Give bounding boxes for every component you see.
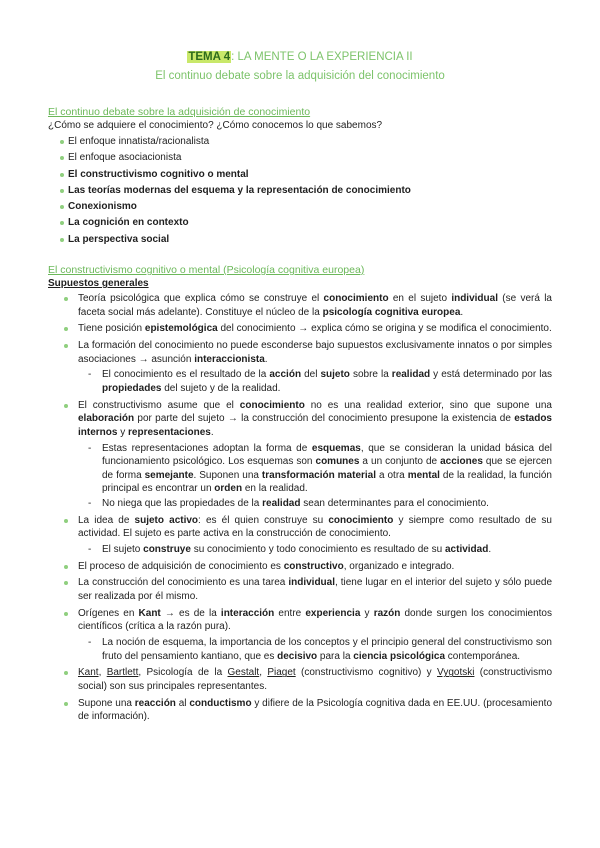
list-item: La perspectiva social [48, 232, 552, 248]
list-item: El constructivismo cognitivo o mental [48, 167, 552, 183]
page-subtitle: El continuo debate sobre la adquisición del conocimiento [155, 70, 445, 82]
list-item: El constructivismo asume que el conocimiento no es una realidad exterior, sino que supone una elaboración por parte del sujeto → la construcción del conocimiento presupone la existencia de estados internos y representaciones. - Estas representaciones adoptan la forma de esquemas, que se consideran la unidad básica del funcionamiento psicológico. Los esquemas son comunes a un conjunto de acciones que se ejercen de forma semejante. Suponen una transformación material a otra mental de la realidad, la función principal es encontrar un orden en la realidad. - No niega que las propiedades de la realidad sean determinantes para el conocimiento. [48, 399, 552, 511]
bullet-dot [64, 344, 68, 348]
list-item: El proceso de adquisición de conocimiento es constructivo, organizado e integrado. [48, 560, 552, 574]
intro-question: ¿Cómo se adquiere el conocimiento? ¿Cómo conocemos lo que sabemos? [48, 120, 383, 131]
list-item: Teoría psicológica que explica cómo se construye el conocimiento en el sujeto individual (se verá la faceta social más adelante). Constituye el núcleo de la psicología cognitiva europea. [48, 292, 552, 319]
bullet-dot [64, 565, 68, 569]
bullet-dot [64, 702, 68, 706]
list-item: La formación del conocimiento no puede esconderse bajo supuestos exclusivamente innatos o por simples asociaciones → asunción interaccionista. - El conocimiento es el resultado de la acción del sujeto sobre la realidad y está determinado por las propiedades del sujeto y de la realidad. [48, 339, 552, 395]
sub-list-item: - Estas representaciones adoptan la forma de esquemas, que se consideran la unidad básica del funcionamiento psicológico. Los esquemas son comunes a un conjunto de acciones que se ejercen de forma semejante. Suponen una transformación material a otra mental de la realidad, la función principal es encontrar un orden en la realidad. [88, 442, 552, 495]
bullet-dot [64, 581, 68, 585]
title-rest: : LA MENTE O LA EXPERIENCIA II [231, 51, 413, 63]
sub-list-item: - El conocimiento es el resultado de la acción del sujeto sobre la realidad y está determinado por las propiedades del sujeto y de la realidad. [88, 369, 553, 395]
list-item: Tiene posición epistemológica del conocimiento → explica cómo se origina y se modifica el conocimiento. [48, 322, 552, 336]
sub-list-item: - La noción de esquema, la importancia de los conceptos y el principio general del constructivismo son fruto del pensamiento kantiano, que es decisivo para la ciencia psicológica contemporánea. [88, 637, 552, 662]
list-item: Supone una reacción al conductismo y difiere de la Psicología cognitiva dada en EE.UU. (procesamiento de información). [48, 697, 552, 724]
list-item: Orígenes en Kant → es de la interacción entre experiencia y razón donde surgen los conocimientos científicos (crítica a la razón pura). - La noción de esquema, la importancia de los conceptos y el principio general del constructivismo son fruto del pensamiento kantiano, que es decisivo para la ciencia psicológica contemporánea. [48, 607, 552, 663]
list-item: Las teorías modernas del esquema y la representación de conocimiento [48, 183, 552, 199]
bullet-dot [64, 297, 68, 301]
bullet-dot [64, 327, 68, 331]
sub-list-item: - El sujeto construye su conocimiento y todo conocimiento es resultado de su actividad. [88, 543, 492, 555]
bullet-dot [64, 404, 68, 408]
sub-list [78, 442, 552, 511]
sub-list [78, 543, 552, 557]
list-item: La cognición en contexto [48, 215, 552, 231]
page-title [48, 50, 552, 64]
sub-list [78, 636, 552, 663]
list-item: El enfoque innatista/racionalista [48, 134, 552, 150]
supuestos-list [48, 292, 552, 724]
sub-list-item: - No niega que las propiedades de la realidad sean determinantes para el conocimiento. [88, 497, 489, 509]
bullet-dot [64, 519, 68, 523]
section-heading-debate: El continuo debate sobre la adquisición de conocimiento [48, 106, 311, 118]
list-item: Kant, Bartlett, Psicología de la Gestalt, Piaget (constructivismo cognitivo) y Vygotski (constructivismo social) son sus principales representantes. [48, 666, 552, 693]
list-item: La construcción del conocimiento es una tarea individual, tiene lugar en el interior del sujeto y sólo puede ser realizada por él mismo. [48, 576, 552, 603]
section-heading-constructivism: El constructivismo cognitivo o mental (Psicología cognitiva europea) [48, 264, 365, 277]
list-item: El enfoque asociacionista [48, 150, 552, 166]
bullet-dot [64, 671, 68, 675]
subheading-supuestos: Supuestos generales [48, 278, 149, 290]
list-item: Conexionismo [48, 199, 552, 215]
bullet-dot [64, 612, 68, 616]
approaches-list [48, 134, 552, 248]
list-item: La idea de sujeto activo: es él quien construye su conocimiento y siempre como resultado de su actividad. El sujeto es parte activa en la construcción de conocimiento. - El sujeto construye su conocimiento y todo conocimiento es resultado de su actividad. [48, 514, 552, 557]
document-page [48, 50, 552, 727]
sub-list [78, 368, 552, 395]
title-highlight: TEMA 4 [188, 51, 231, 63]
